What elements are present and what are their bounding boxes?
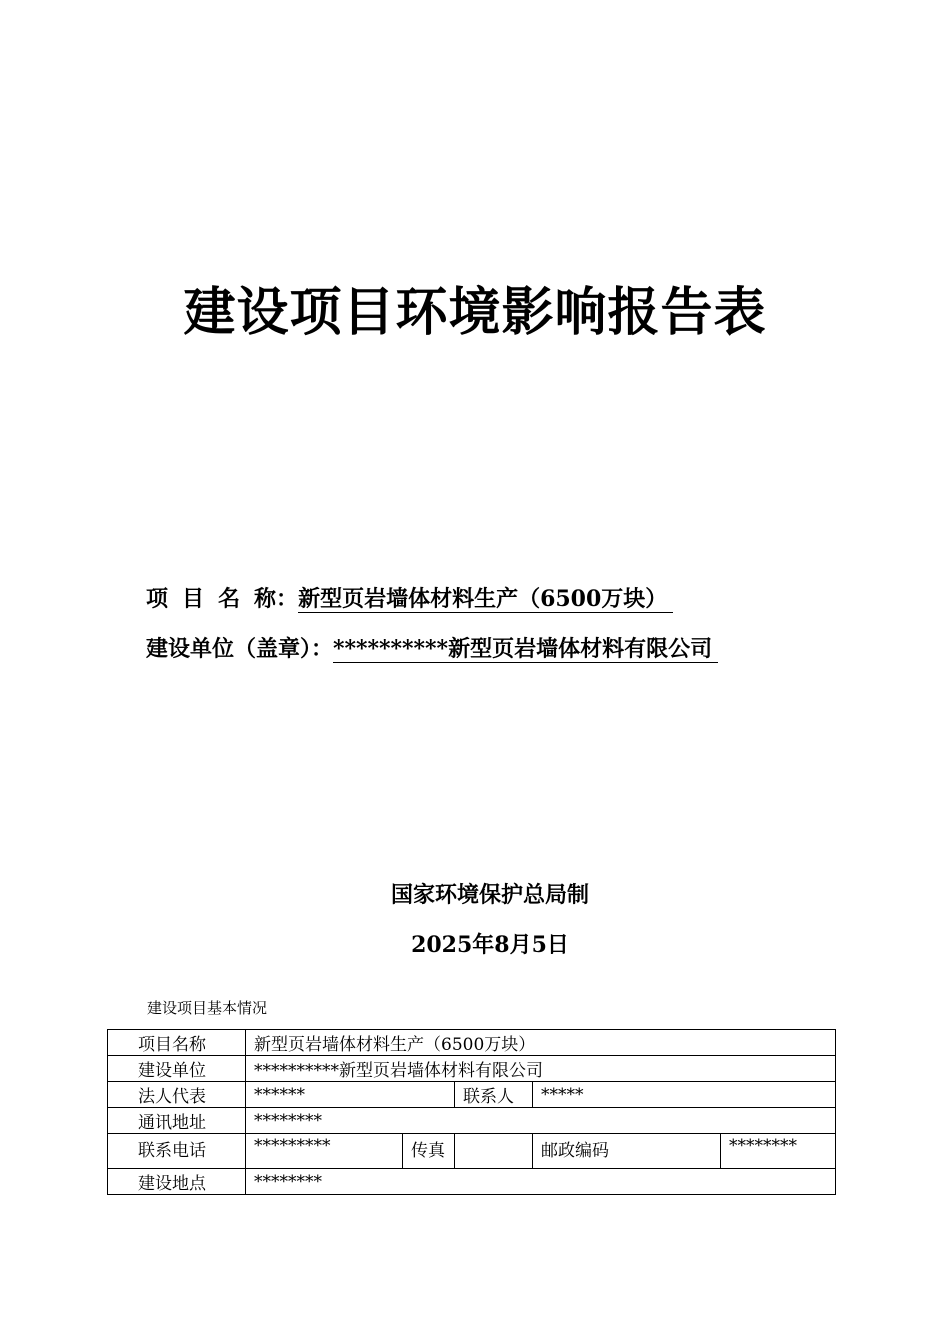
legal-rep-cell-value: ****** — [246, 1082, 455, 1108]
report-date: 2025年8月5日 — [411, 932, 569, 958]
table-row — [108, 1030, 836, 1056]
project-name-row — [146, 584, 673, 614]
table-row — [108, 1082, 836, 1108]
legal-rep-cell-label: 法人代表 — [108, 1082, 246, 1108]
table-row — [108, 1169, 836, 1195]
report-title: 建设项目环境影响报告表 — [183, 283, 767, 343]
table-row — [108, 1108, 836, 1134]
fax-cell-label: 传真 — [403, 1134, 455, 1169]
postcode-cell-value: ******** — [721, 1134, 836, 1169]
project-name-label: 项 目 名 称： — [146, 586, 299, 612]
address-cell-label: 通讯地址 — [108, 1108, 246, 1134]
fax-cell-value — [455, 1134, 533, 1169]
basic-info-table — [107, 1029, 836, 1195]
builder-row — [146, 634, 718, 664]
section-caption: 建设项目基本情况 — [147, 999, 268, 1017]
table-row — [108, 1056, 836, 1082]
table-row — [108, 1134, 836, 1169]
builder-cell-value: **********新型页岩墙体材料有限公司 — [246, 1056, 836, 1082]
location-cell-label: 建设地点 — [108, 1169, 246, 1195]
address-cell-value: ******** — [246, 1108, 836, 1134]
contact-cell-value: ***** — [533, 1082, 836, 1108]
builder-cell-label: 建设单位 — [108, 1056, 246, 1082]
project-name-cell-label: 项目名称 — [108, 1030, 246, 1056]
issuing-authority: 国家环境保护总局制 — [390, 882, 589, 908]
project-name-value: 新型页岩墙体材料生产（6500万块） — [298, 586, 673, 613]
location-cell-value: ******** — [246, 1169, 836, 1195]
builder-value: **********新型页岩墙体材料有限公司 — [333, 636, 718, 663]
project-name-cell-value: 新型页岩墙体材料生产（6500万块） — [246, 1030, 836, 1056]
phone-cell-value: ********* — [246, 1134, 403, 1169]
contact-cell-label: 联系人 — [455, 1082, 533, 1108]
phone-cell-label: 联系电话 — [108, 1134, 246, 1169]
postcode-cell-label: 邮政编码 — [533, 1134, 721, 1169]
builder-label: 建设单位（盖章）： — [146, 636, 334, 662]
